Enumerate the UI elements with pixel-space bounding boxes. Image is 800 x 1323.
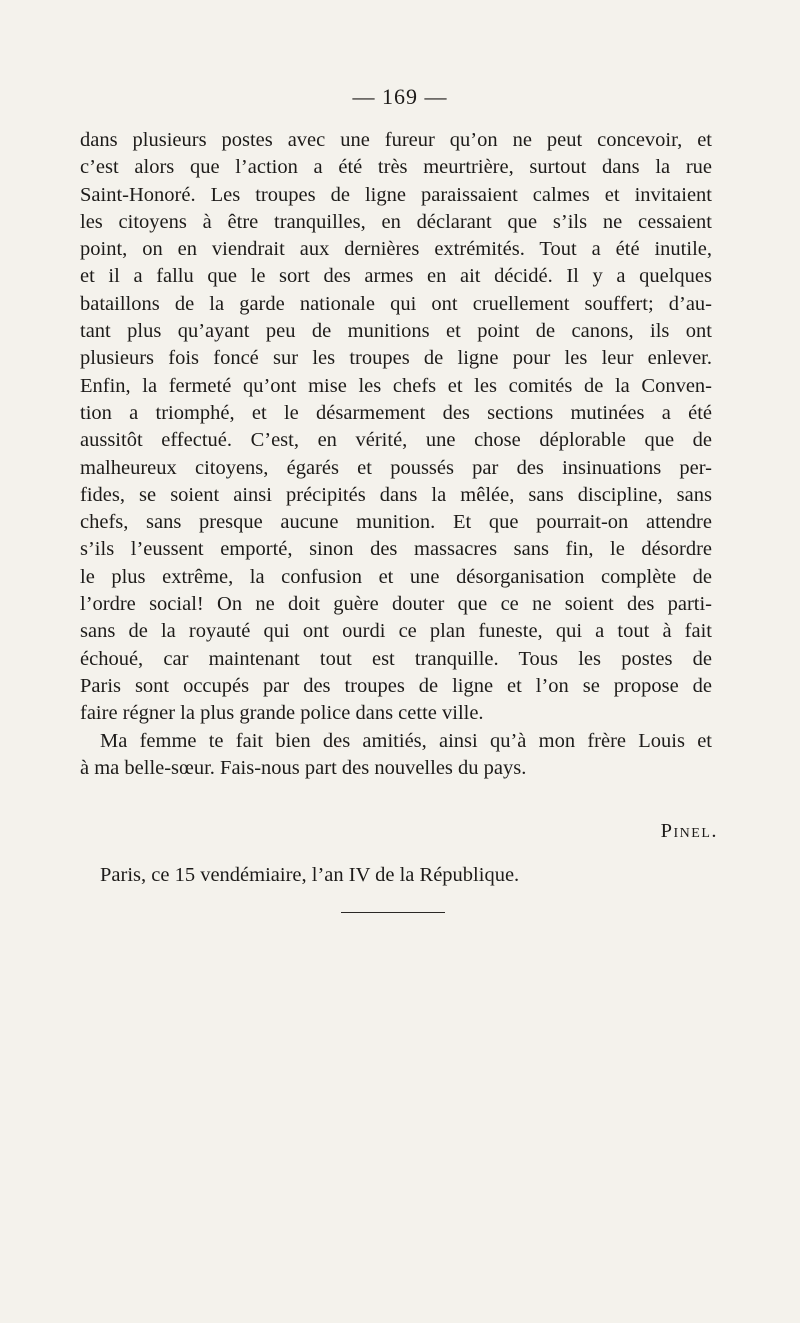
text-line: tion a triomphé, et le désarmement des sections mutinées a été (80, 401, 712, 424)
text-line: l’ordre social! On ne doit guère douter que ce ne soient des parti- (80, 593, 712, 616)
text-line: fides, se soient ainsi précipités dans la mêlée, sans discipline, sans (80, 483, 712, 506)
text-line: Saint-Honoré. Les troupes de ligne paraissaient calmes et invitaient (80, 183, 712, 206)
text-line: bataillons de la garde nationale qui ont cruellement souffert; d’au- (80, 292, 712, 315)
text-line: plusieurs fois foncé sur les troupes de ligne pour les leur enlever. (80, 347, 712, 370)
text-line: et il a fallu que le sort des armes en ait décidé. Il y a quelques (80, 265, 712, 288)
end-rule (341, 912, 445, 913)
text-line: les citoyens à être tranquilles, en déclarant que s’ils ne cessaient (80, 210, 712, 233)
text-line: le plus extrême, la confusion et une désorganisation complète de (80, 565, 712, 588)
text-line: échoué, car maintenant tout est tranquille. Tous les postes de (80, 647, 712, 670)
text-line: dans plusieurs postes avec une fureur qu’on ne peut concevoir, et (80, 129, 712, 151)
text-line: aussitôt effectué. C’est, en vérité, une chose déplorable que de (80, 429, 712, 452)
text-line: Paris sont occupés par des troupes de ligne et l’on se propose de (80, 674, 712, 697)
signature: Pinel. (660, 820, 718, 842)
page-number: — 169 — (352, 84, 448, 109)
text-line: s’ils l’eussent emporté, sinon des massacres sans fin, le désordre (80, 538, 712, 561)
text-line: malheureux citoyens, égarés et poussés par des insinuations per- (80, 456, 712, 479)
text-line: chefs, sans presque aucune munition. Et que pourrait-on attendre (80, 511, 712, 534)
text-line: c’est alors que l’action a été très meurtrière, surtout dans la rue (80, 156, 712, 179)
text-line: sans de la royauté qui ont ourdi ce plan funeste, qui a tout à fait (80, 620, 712, 643)
text-line: tant plus qu’ayant peu de munitions et point de canons, ils ont (80, 320, 712, 343)
dateline: Paris, ce 15 vendémiaire, l’an IV de la République. (100, 864, 520, 886)
text-line: Ma femme te fait bien des amitiés, ainsi qu’à mon frère Louis et (100, 729, 712, 752)
text-line: Enfin, la fermeté qu’ont mise les chefs et les comités de la Conven- (80, 374, 712, 397)
text-line: point, on en viendrait aux dernières extrémités. Tout a été inutile, (80, 238, 712, 261)
text-line: à ma belle-sœur. Fais-nous part des nouvelles du pays. (80, 756, 527, 779)
text-line: faire régner la plus grande police dans cette ville. (80, 702, 484, 725)
letter-body (80, 127, 712, 782)
